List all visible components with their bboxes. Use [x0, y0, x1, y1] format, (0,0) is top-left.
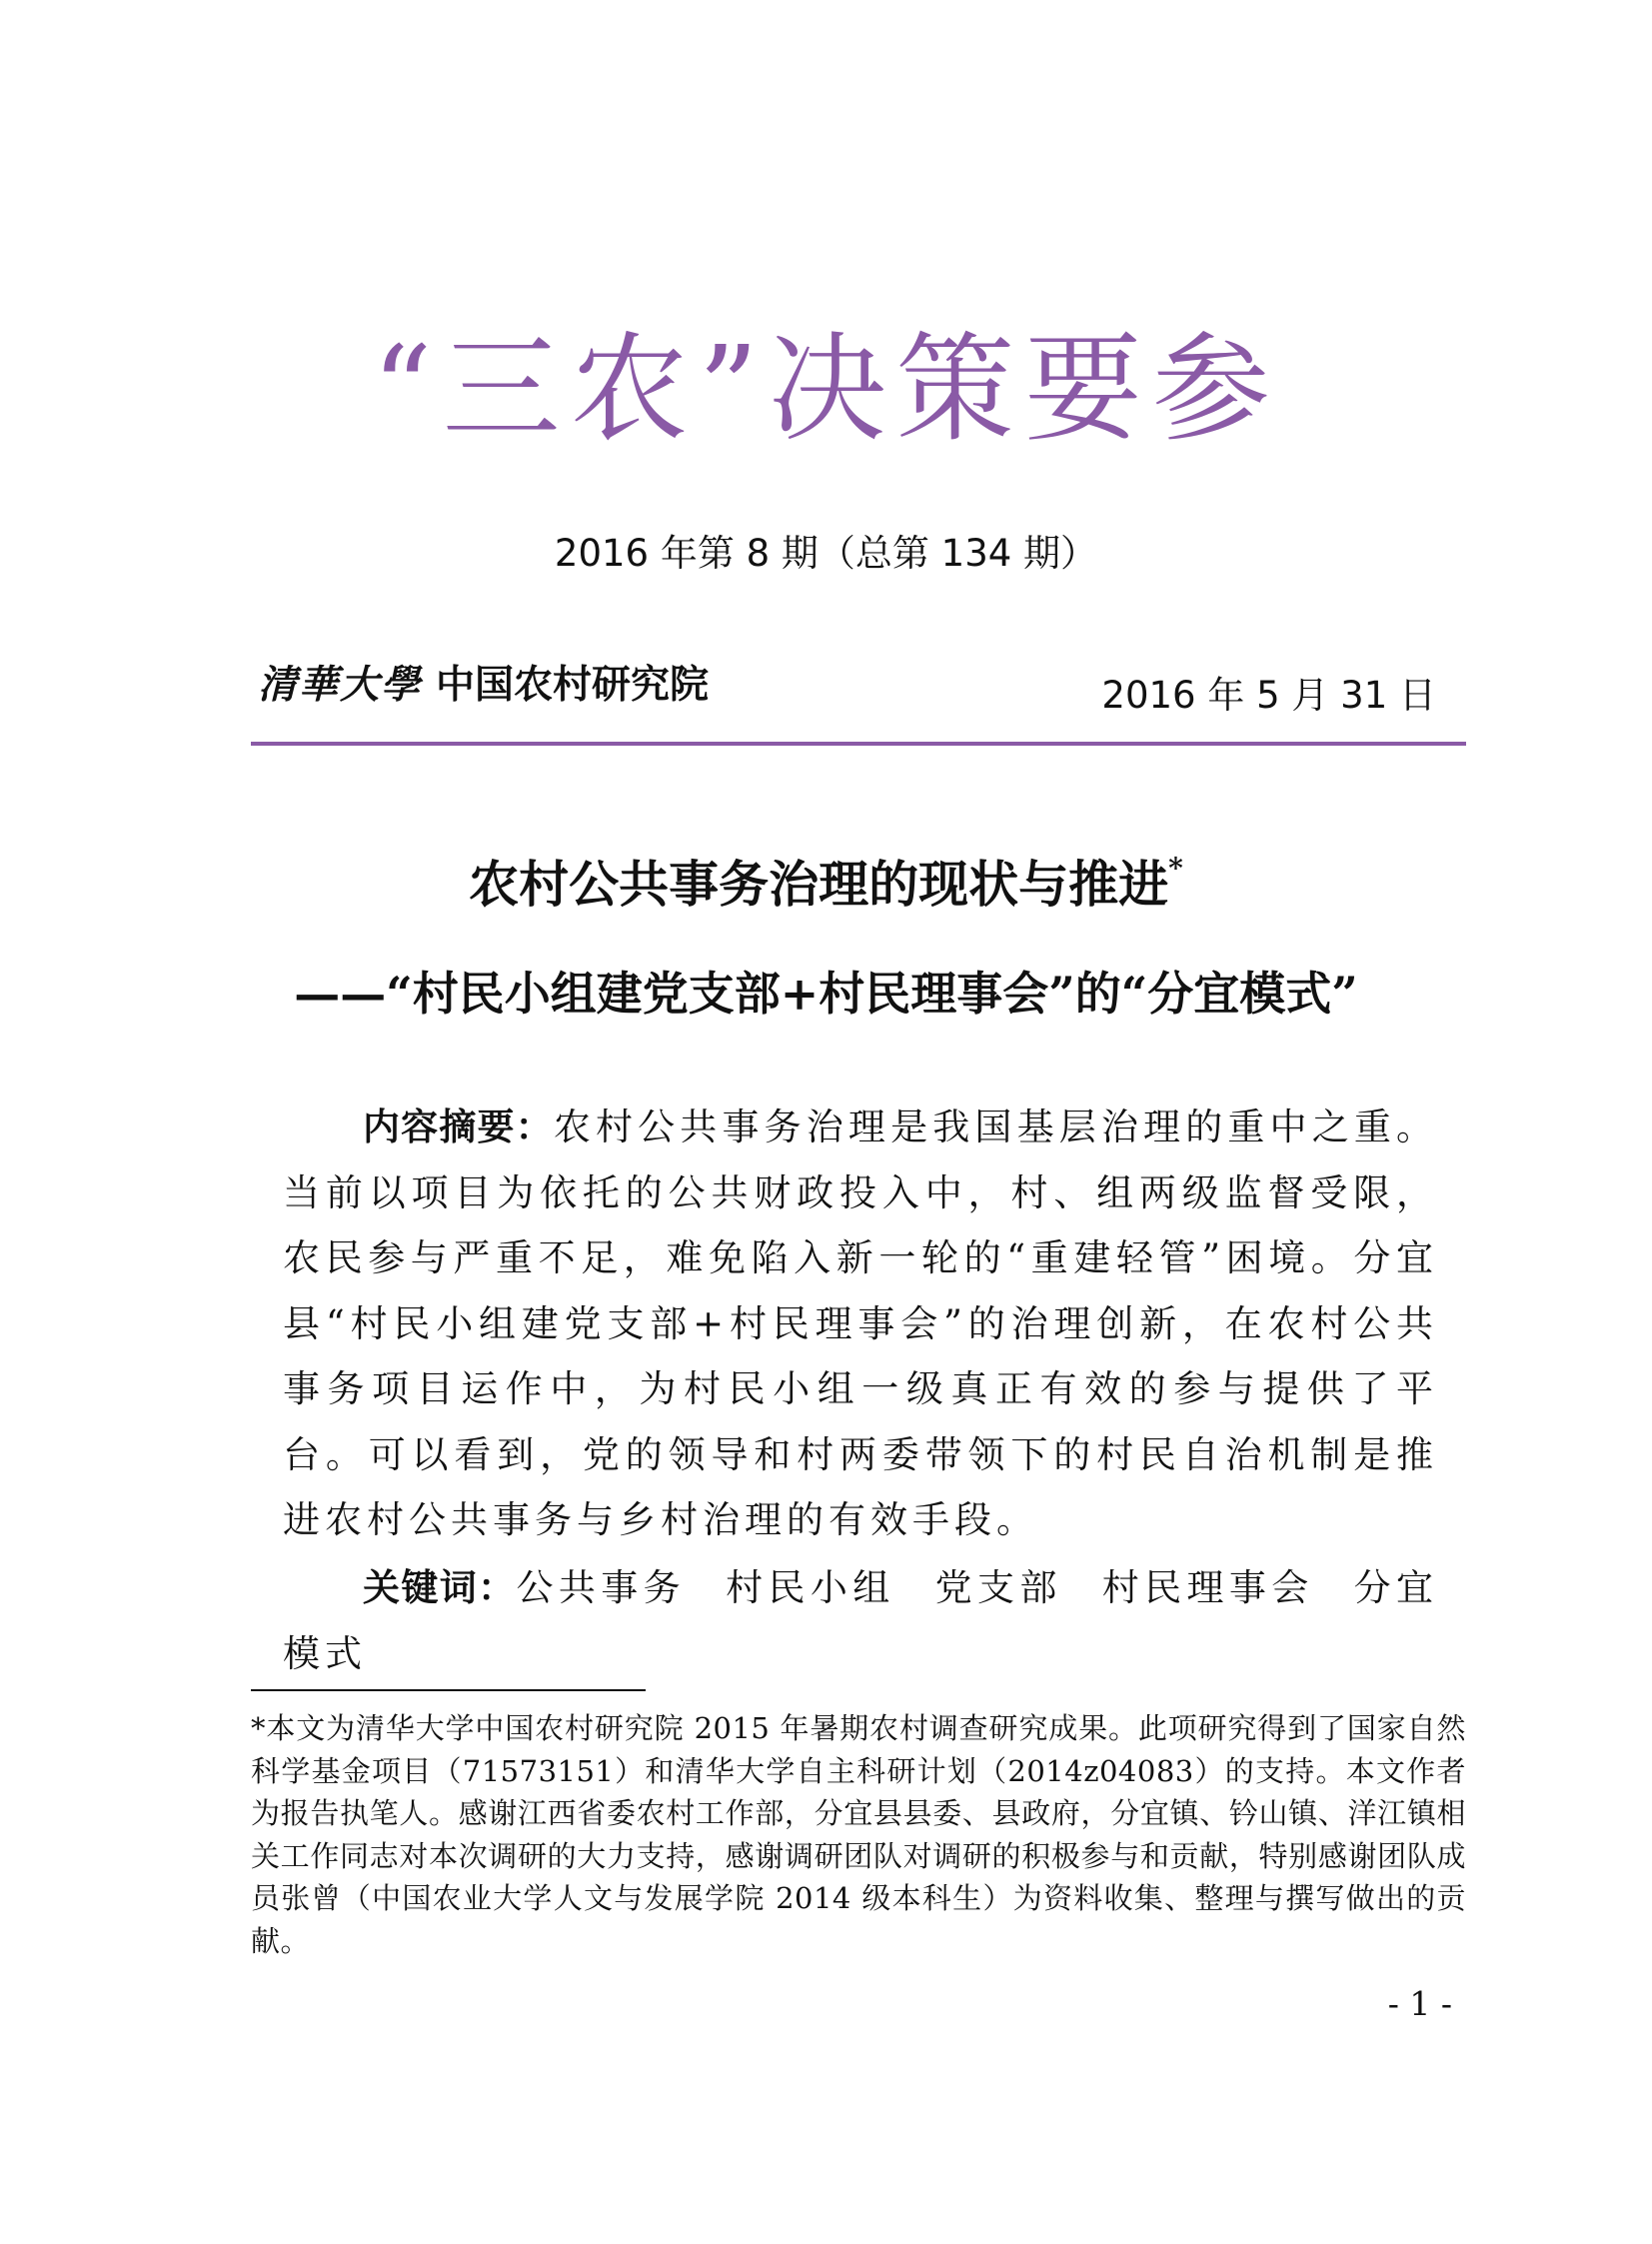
header-divider	[251, 742, 1466, 746]
abstract-paragraph	[283, 1095, 1438, 1553]
issue-number: 2016 年第 8 期（总第 134 期）	[554, 532, 1098, 575]
footnote-divider	[251, 1689, 646, 1691]
keyword: 村民理事会	[1101, 1566, 1314, 1609]
keywords-label: 关键词：	[363, 1566, 517, 1609]
institute-name: 中国农村研究院	[436, 662, 710, 708]
keyword: 村民小组	[726, 1566, 895, 1609]
footnote: *本文为清华大学中国农村研究院 2015 年暑期农村调查研究成果。此项研究得到了国家自然科学基金项目（71573151）和清华大学自主科研计划（2014z04083）的支持。本文作者为报告执笔人。感谢江西省委农村工作部，分宜县县委、县政府，分宜镇、钤山镇、洋江镇相关工作同志对本次调研的大力支持，感谢调研团队对调研的积极参与和贡献，特别感谢团队成员张曾（中国农业大学人文与发展学院 2014 级本科生）为资料收集、整理与撰写做出的贡献。	[251, 1711, 1466, 1958]
abstract-label: 内容摘要：	[363, 1106, 554, 1148]
keywords-paragraph	[283, 1555, 1438, 1686]
footnote-marker: *	[1168, 852, 1183, 886]
publication-date: 2016 年 5 月 31 日	[1101, 674, 1436, 717]
keyword: 党支部	[934, 1566, 1062, 1609]
article-subtitle: ——“村民小组建党支部+村民理事会”的“分宜模式”	[294, 967, 1358, 1021]
university-name: 清華大學	[258, 662, 423, 708]
institution-logo	[258, 664, 709, 707]
abstract-text: 农村公共事务治理是我国基层治理的重中之重。当前以项目为依托的公共财政投入中，村、组两级监督受限，农民参与严重不足，难免陷入新一轮的“重建轻管”困境。分宜县“村民小组建党支部+村民理事会”的治理创新，在农村公共事务项目运作中，为村民小组一级真正有效的参与提供了平台。可以看到，党的领导和村两委带领下的村民自治机制是推进农村公共事务与乡村治理的有效手段。	[283, 1106, 1439, 1541]
keyword: 分宜模式	[283, 1566, 1439, 1675]
article-title-text: 农村公共事务治理的现状与推进	[469, 855, 1169, 914]
page-number: - 1 -	[1387, 1984, 1452, 2023]
masthead-title: “三农”决策要参	[372, 320, 1280, 458]
keyword: 公共事务	[516, 1566, 687, 1609]
article-title	[0, 845, 1652, 917]
